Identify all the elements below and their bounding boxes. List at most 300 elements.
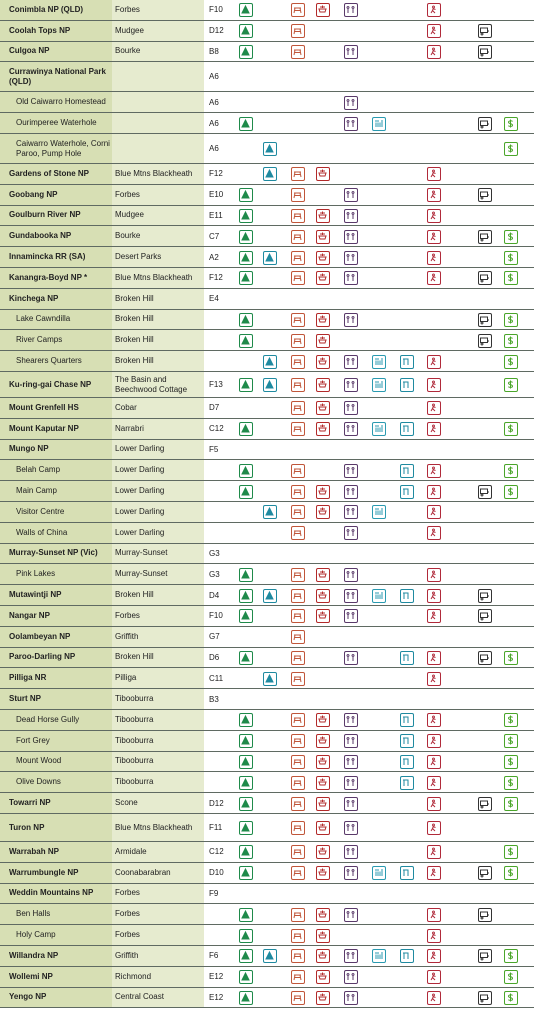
fees-icon [504,713,518,727]
location-cell [112,92,204,112]
camping-icon [239,755,253,769]
accommodation-icon [263,949,277,963]
camping-icon [239,209,253,223]
fees-icon [504,949,518,963]
accommodation-icon [263,355,277,369]
site-name: Mount Wood [0,752,112,772]
picnic-table-icon [291,609,305,623]
shower-icon [372,422,386,436]
shower-icon [372,355,386,369]
caravan-icon [478,24,492,38]
location-cell: Desert Parks [112,247,204,267]
fees-icon [504,251,518,265]
map-ref-cell: F12 [209,169,223,179]
table-row [0,398,534,419]
picnic-table-icon [291,355,305,369]
table-row [0,226,534,247]
drinking-water-icon [400,866,414,880]
park-name: Nangar NP [0,606,112,626]
location-cell: Griffith [112,946,204,966]
location-cell: Broken Hill [112,351,204,371]
walking-track-icon [427,734,441,748]
caravan-icon [478,991,492,1005]
toilets-icon [344,505,358,519]
camping-icon [239,464,253,478]
picnic-table-icon [291,188,305,202]
table-row [0,967,534,988]
camping-icon [239,230,253,244]
location-cell [112,134,204,163]
barbecue-icon [316,271,330,285]
picnic-table-icon [291,908,305,922]
park-name: Culgoa NP [0,42,112,62]
caravan-icon [478,334,492,348]
location-cell: Tibooburra [112,752,204,772]
camping-icon [239,734,253,748]
map-ref-cell [209,752,233,772]
park-name: Mount Kaputar NP [0,419,112,439]
table-row [0,606,534,627]
table-row [0,585,534,606]
map-ref-cell [209,310,233,330]
table-row [0,523,534,544]
park-name: Pilliga NR [0,668,112,688]
camping-icon [239,991,253,1005]
table-row [0,268,534,289]
site-name: Caiwarro Waterhole, Corni Paroo, Pump Hole [0,134,112,163]
table-row [0,113,534,134]
map-ref-cell: F5 [209,444,219,454]
picnic-table-icon [291,334,305,348]
table-row [0,648,534,669]
location-cell: Murray-Sunset [112,564,204,584]
barbecue-icon [316,485,330,499]
fees-icon [504,378,518,392]
picnic-table-icon [291,589,305,603]
table-row [0,502,534,523]
walking-track-icon [427,271,441,285]
barbecue-icon [316,755,330,769]
location-cell: Tibooburra [112,772,204,792]
fees-icon [504,734,518,748]
barbecue-icon [316,797,330,811]
map-ref-cell: E12 [209,992,224,1002]
drinking-water-icon [400,651,414,665]
location-cell: Tibooburra [112,731,204,751]
location-cell: Forbes [112,925,204,945]
fees-icon [504,970,518,984]
caravan-icon [478,188,492,202]
walking-track-icon [427,970,441,984]
camping-icon [239,776,253,790]
site-name: Fort Grey [0,731,112,751]
site-name: Ourimperee Waterhole [0,113,112,133]
barbecue-icon [316,334,330,348]
fees-icon [504,422,518,436]
park-name: Mungo NP [0,440,112,460]
location-cell: Mudgee [112,21,204,41]
site-name: Walls of China [0,523,112,543]
toilets-icon [344,949,358,963]
map-ref-cell: F13 [209,380,223,389]
picnic-table-icon [291,209,305,223]
table-row [0,925,534,946]
map-ref-cell: E10 [209,190,224,200]
map-ref-cell: D12 [209,26,224,36]
walking-track-icon [427,821,441,835]
barbecue-icon [316,378,330,392]
barbecue-icon [316,734,330,748]
park-name: Wollemi NP [0,967,112,987]
accommodation-icon [263,378,277,392]
picnic-table-icon [291,821,305,835]
picnic-table-icon [291,630,305,644]
camping-icon [239,609,253,623]
map-ref-cell: F6 [209,951,219,961]
accommodation-icon [263,589,277,603]
picnic-table-icon [291,3,305,17]
map-ref-cell: B8 [209,46,219,56]
barbecue-icon [316,505,330,519]
table-row [0,668,534,689]
walking-track-icon [427,776,441,790]
location-cell: Broken Hill [112,310,204,330]
table-row [0,814,534,842]
camping-icon [239,271,253,285]
location-cell: Lower Darling [112,460,204,480]
toilets-icon [344,401,358,415]
location-cell: Lower Darling [112,502,204,522]
toilets-icon [344,96,358,110]
map-ref-cell [209,351,233,371]
barbecue-icon [316,949,330,963]
location-cell: Tibooburra [112,710,204,730]
park-name: Towarri NP [0,793,112,813]
walking-track-icon [427,401,441,415]
location-cell: Lower Darling [112,523,204,543]
park-name: Innamincka RR (SA) [0,247,112,267]
map-ref-cell [209,710,233,730]
map-ref-cell: A6 [209,72,219,82]
walking-track-icon [427,908,441,922]
camping-icon [239,589,253,603]
drinking-water-icon [400,776,414,790]
picnic-table-icon [291,755,305,769]
table-row [0,689,534,710]
table-row [0,351,534,372]
toilets-icon [344,3,358,17]
barbecue-icon [316,568,330,582]
table-row [0,772,534,793]
camping-icon [239,821,253,835]
table-row [0,842,534,863]
barbecue-icon [316,609,330,623]
park-name: Warrabah NP [0,842,112,862]
walking-track-icon [427,609,441,623]
walking-track-icon [427,568,441,582]
toilets-icon [344,908,358,922]
camping-icon [239,378,253,392]
table-row [0,92,534,113]
barbecue-icon [316,970,330,984]
park-name: Ku-ring-gai Chase NP [0,372,112,397]
barbecue-icon [316,908,330,922]
toilets-icon [344,776,358,790]
walking-track-icon [427,355,441,369]
location-cell: Forbes [112,185,204,205]
walking-track-icon [427,845,441,859]
map-ref-cell [209,460,233,480]
shower-icon [372,589,386,603]
camping-icon [239,45,253,59]
toilets-icon [344,464,358,478]
camping-icon [239,651,253,665]
drinking-water-icon [400,734,414,748]
fees-icon [504,271,518,285]
drinking-water-icon [400,422,414,436]
park-name: Sturt NP [0,689,112,709]
barbecue-icon [316,845,330,859]
map-ref-cell: F9 [209,888,219,898]
location-cell: Forbes [112,0,204,20]
camping-icon [239,188,253,202]
toilets-icon [344,188,358,202]
caravan-icon [478,908,492,922]
caravan-icon [478,230,492,244]
barbecue-icon [316,401,330,415]
park-name: Goulburn River NP [0,206,112,226]
map-ref-cell: E4 [209,294,219,304]
camping-icon [239,929,253,943]
caravan-icon [478,271,492,285]
picnic-table-icon [291,401,305,415]
toilets-icon [344,797,358,811]
shower-icon [372,866,386,880]
park-name: Gardens of Stone NP [0,164,112,184]
table-row [0,440,534,461]
site-name: Old Caiwarro Homestead [0,92,112,112]
picnic-table-icon [291,672,305,686]
toilets-icon [344,589,358,603]
fees-icon [504,866,518,880]
map-ref-cell: D10 [209,868,224,878]
map-ref-cell: F10 [209,611,223,621]
picnic-table-icon [291,313,305,327]
location-cell: Pilliga [112,668,204,688]
map-ref-cell: A6 [209,144,219,153]
picnic-table-icon [291,651,305,665]
drinking-water-icon [400,378,414,392]
camping-icon [239,117,253,131]
walking-track-icon [427,797,441,811]
camping-icon [239,3,253,17]
location-cell [112,113,204,133]
camping-icon [239,797,253,811]
map-ref-cell: F11 [209,823,223,832]
location-cell: Mudgee [112,206,204,226]
toilets-icon [344,651,358,665]
toilets-icon [344,866,358,880]
location-cell: The Basin and Beechwood Cottage [112,372,204,397]
picnic-table-icon [291,526,305,540]
table-row [0,564,534,585]
site-name: Main Camp [0,481,112,501]
walking-track-icon [427,45,441,59]
walking-track-icon [427,589,441,603]
map-ref-cell: E11 [209,210,223,220]
table-row [0,62,534,92]
park-name: Willandra NP [0,946,112,966]
table-row [0,988,534,1009]
table-row [0,247,534,268]
walking-track-icon [427,209,441,223]
map-ref-cell: B3 [209,694,219,704]
table-row [0,946,534,967]
map-ref-cell [209,481,233,501]
toilets-icon [344,378,358,392]
fees-icon [504,991,518,1005]
shower-icon [372,117,386,131]
barbecue-icon [316,713,330,727]
walking-track-icon [427,672,441,686]
walking-track-icon [427,251,441,265]
location-cell: Richmond [112,967,204,987]
map-ref-cell [209,731,233,751]
toilets-icon [344,821,358,835]
drinking-water-icon [400,589,414,603]
walking-track-icon [427,755,441,769]
map-ref-cell [209,925,233,945]
site-name: River Camps [0,330,112,350]
toilets-icon [344,422,358,436]
picnic-table-icon [291,845,305,859]
accommodation-icon [263,672,277,686]
table-row [0,752,534,773]
location-cell: Broken Hill [112,330,204,350]
barbecue-icon [316,3,330,17]
table-row [0,134,534,164]
map-ref-cell: G7 [209,632,220,642]
location-cell: Armidale [112,842,204,862]
caravan-icon [478,117,492,131]
fees-icon [504,355,518,369]
camping-icon [239,568,253,582]
walking-track-icon [427,167,441,181]
table-row [0,710,534,731]
barbecue-icon [316,167,330,181]
barbecue-icon [316,313,330,327]
fees-icon [504,845,518,859]
picnic-table-icon [291,422,305,436]
location-cell: Forbes [112,904,204,924]
location-cell: Bourke [112,42,204,62]
drinking-water-icon [400,713,414,727]
site-name: Lake Cawndilla [0,310,112,330]
accommodation-icon [263,167,277,181]
map-ref-cell: D7 [209,403,220,413]
location-cell: Lower Darling [112,440,204,460]
fees-icon [504,755,518,769]
camping-icon [239,334,253,348]
toilets-icon [344,313,358,327]
drinking-water-icon [400,464,414,478]
toilets-icon [344,845,358,859]
location-cell: Narrabri [112,419,204,439]
toilets-icon [344,568,358,582]
map-ref-cell: C12 [209,847,224,857]
barbecue-icon [316,821,330,835]
location-cell: Blue Mtns Blackheath [112,814,204,841]
table-row [0,289,534,310]
picnic-table-icon [291,713,305,727]
camping-icon [239,422,253,436]
toilets-icon [344,230,358,244]
walking-track-icon [427,505,441,519]
location-cell: Bourke [112,226,204,246]
table-row [0,206,534,227]
map-ref-cell: F12 [209,273,223,283]
fees-icon [504,230,518,244]
location-cell: Coonabarabran [112,863,204,883]
walking-track-icon [427,422,441,436]
map-ref-cell: D12 [209,798,224,808]
table-row [0,731,534,752]
location-cell: Blue Mtns Blackheath [112,164,204,184]
site-name: Pink Lakes [0,564,112,584]
camping-icon [239,908,253,922]
picnic-table-icon [291,464,305,478]
park-name: Paroo-Darling NP [0,648,112,668]
toilets-icon [344,45,358,59]
location-cell: Cobar [112,398,204,418]
walking-track-icon [427,3,441,17]
caravan-icon [478,609,492,623]
picnic-table-icon [291,866,305,880]
picnic-table-icon [291,505,305,519]
walking-track-icon [427,24,441,38]
location-cell: Broken Hill [112,585,204,605]
walking-track-icon [427,230,441,244]
drinking-water-icon [400,355,414,369]
park-name: Kinchega NP [0,289,112,309]
walking-track-icon [427,713,441,727]
picnic-table-icon [291,167,305,181]
caravan-icon [478,866,492,880]
camping-icon [239,845,253,859]
map-ref-cell [209,772,233,792]
caravan-icon [478,651,492,665]
table-row [0,372,534,398]
barbecue-icon [316,589,330,603]
toilets-icon [344,485,358,499]
fees-icon [504,776,518,790]
walking-track-icon [427,866,441,880]
shower-icon [372,949,386,963]
table-row [0,0,534,21]
table-row [0,330,534,351]
camping-icon [239,949,253,963]
map-ref-cell: G3 [209,548,220,558]
camping-icon [239,970,253,984]
map-ref-cell: F10 [209,5,223,15]
picnic-table-icon [291,485,305,499]
location-cell: Central Coast [112,988,204,1008]
site-name: Belah Camp [0,460,112,480]
caravan-icon [478,45,492,59]
picnic-table-icon [291,24,305,38]
toilets-icon [344,251,358,265]
camping-icon [239,485,253,499]
